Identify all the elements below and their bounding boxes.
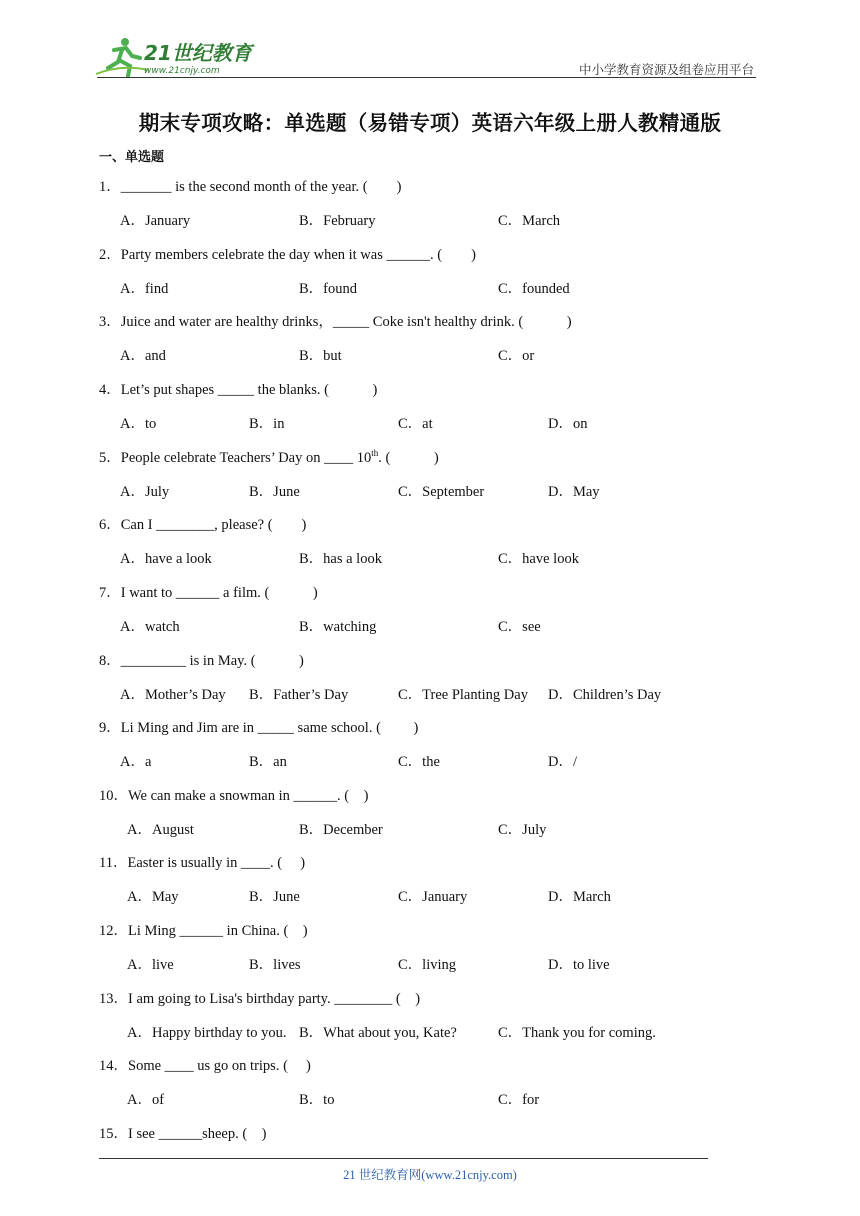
option[interactable]: D．March [548, 889, 611, 905]
option[interactable]: A．of [127, 1092, 165, 1108]
option[interactable]: A．January [120, 213, 191, 229]
option[interactable]: A．August [127, 822, 194, 838]
header-divider [97, 77, 756, 78]
question-11: 11．Easter is usually in ____. ( ) [99, 855, 306, 871]
logo [92, 36, 262, 80]
option[interactable]: B．What about you, Kate? [299, 1025, 457, 1041]
question-15: 15．I see ______sheep. ( ) [99, 1126, 267, 1142]
option[interactable]: B．to [299, 1092, 335, 1108]
section-heading: 一、单选题 [99, 150, 165, 165]
option[interactable]: A．Happy birthday to you. [127, 1025, 287, 1041]
option[interactable]: A．Mother’s Day [120, 687, 226, 703]
footer-link[interactable]: 21 世纪教育网(www.21cnjy.com) [343, 1168, 517, 1182]
page-header [0, 0, 860, 80]
question-14: 14．Some ____ us go on trips. ( ) [99, 1058, 311, 1074]
option[interactable]: B．but [299, 348, 342, 364]
option[interactable]: B．June [249, 484, 300, 500]
option[interactable]: C．Tree Planting Day [398, 687, 528, 703]
page-title: 期末专项攻略：单选题（易错专项）英语六年级上册人教精通版 [138, 111, 722, 135]
question-5: 5．People celebrate Teachers’ Day on ____ 10th. ( ) [99, 448, 439, 466]
option[interactable]: D．Children’s Day [548, 687, 662, 703]
option[interactable]: D．on [548, 416, 588, 432]
option[interactable]: C．founded [498, 281, 570, 297]
option[interactable]: B．found [299, 281, 357, 297]
option[interactable]: C．at [398, 416, 433, 432]
option[interactable]: C．March [498, 213, 561, 229]
question-9: 9．Li Ming and Jim are in _____ same school. ( ) [99, 720, 419, 736]
option[interactable]: C．September [398, 484, 485, 500]
option[interactable]: A．a [120, 754, 152, 770]
option[interactable]: B．lives [249, 957, 301, 973]
question-13: 13．I am going to Lisa's birthday party. ________ ( ) [99, 991, 421, 1007]
option[interactable]: C．have look [498, 551, 579, 567]
option[interactable]: B．an [249, 754, 287, 770]
option[interactable]: C．or [498, 348, 535, 364]
question-4: 4．Let’s put shapes _____ the blanks. ( ) [99, 382, 378, 398]
question-12: 12．Li Ming ______ in China. ( ) [99, 923, 308, 939]
option[interactable]: C．see [498, 619, 541, 635]
option[interactable]: A．May [127, 889, 179, 905]
option[interactable]: C．the [398, 754, 440, 770]
option[interactable]: A．have a look [120, 551, 212, 567]
option[interactable]: A．and [120, 348, 166, 364]
option[interactable]: C．January [398, 889, 468, 905]
question-8: 8．_________ is in May. ( ) [99, 653, 304, 669]
question-6: 6．Can I ________, please? ( ) [99, 517, 307, 533]
option[interactable]: B．June [249, 889, 300, 905]
question-2: 2．Party members celebrate the day when it was ______. ( ) [99, 247, 476, 263]
option[interactable]: A．July [120, 484, 170, 500]
svg-text:21世纪教育: 21世纪教育 [144, 41, 252, 65]
option[interactable]: B．February [299, 213, 376, 229]
option[interactable]: B．Father’s Day [249, 687, 349, 703]
footer-divider [99, 1158, 708, 1159]
option[interactable]: C．Thank you for coming. [498, 1025, 656, 1041]
option[interactable]: B．in [249, 416, 285, 432]
option[interactable]: C．living [398, 957, 457, 973]
option[interactable]: A．live [127, 957, 174, 973]
question-3: 3．Juice and water are healthy drinks，_____ Coke isn't healthy drink. ( ) [99, 314, 572, 330]
question-10: 10．We can make a snowman in ______. ( ) [99, 788, 369, 804]
svg-text:www.21cnjy.com: www.21cnjy.com [144, 66, 220, 76]
option[interactable]: B．watching [299, 619, 377, 635]
option[interactable]: D．/ [548, 754, 577, 770]
option[interactable]: B．has a look [299, 551, 382, 567]
option[interactable]: D．to live [548, 957, 610, 973]
question-7: 7．I want to ______ a film. ( ) [99, 585, 318, 601]
header-platform-text: 中小学教育资源及组卷应用平台 [578, 63, 754, 77]
option[interactable]: A．find [120, 281, 169, 297]
option[interactable]: C．July [498, 822, 547, 838]
option[interactable]: A．to [120, 416, 157, 432]
question-1: 1．_______ is the second month of the year. ( ) [99, 179, 402, 195]
option[interactable]: C．for [498, 1092, 540, 1108]
option[interactable]: A．watch [120, 619, 180, 635]
option[interactable]: D．May [548, 484, 600, 500]
option[interactable]: B．December [299, 822, 383, 838]
